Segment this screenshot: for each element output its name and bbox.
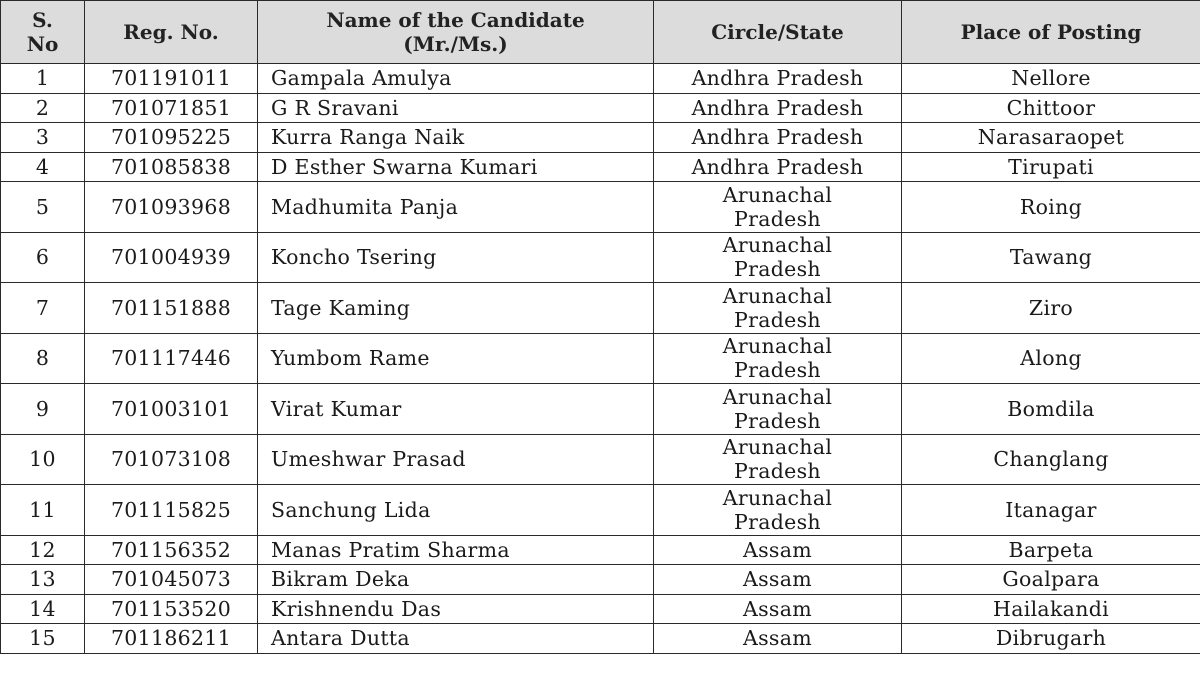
cell-candidate-name: G R Sravani bbox=[258, 93, 654, 123]
header-sno-line1: S. bbox=[32, 8, 53, 32]
circle-state-line: Assam bbox=[742, 596, 812, 621]
table-row bbox=[1, 624, 1200, 654]
cell-candidate-name: Virat Kumar bbox=[258, 384, 654, 435]
header-reg-no: Reg. No. bbox=[85, 1, 258, 64]
cell-candidate-name: D Esther Swarna Kumari bbox=[258, 152, 654, 182]
cell-circle-state bbox=[654, 333, 902, 384]
cell-place-of-posting: Changlang bbox=[902, 434, 1200, 485]
cell-candidate-name: Umeshwar Prasad bbox=[258, 434, 654, 485]
table-row bbox=[1, 182, 1200, 233]
cell-circle-state bbox=[654, 93, 902, 123]
cell-circle-state bbox=[654, 594, 902, 624]
cell-place-of-posting: Tawang bbox=[902, 232, 1200, 283]
circle-state-line: Arunachal bbox=[722, 283, 833, 308]
cell-sno: 15 bbox=[1, 624, 85, 654]
cell-reg-no: 701003101 bbox=[85, 384, 258, 435]
cell-place-of-posting: Itanagar bbox=[902, 485, 1200, 536]
table-row bbox=[1, 123, 1200, 153]
table-row bbox=[1, 384, 1200, 435]
circle-state-line: Pradesh bbox=[734, 459, 821, 484]
circle-state-line: Pradesh bbox=[734, 509, 821, 534]
table-row bbox=[1, 93, 1200, 123]
cell-sno: 8 bbox=[1, 333, 85, 384]
cell-sno: 7 bbox=[1, 283, 85, 334]
circle-state-line: Arunachal bbox=[722, 182, 833, 207]
cell-circle-state bbox=[654, 64, 902, 94]
cell-reg-no: 701085838 bbox=[85, 152, 258, 182]
cell-reg-no: 701004939 bbox=[85, 232, 258, 283]
table-body bbox=[1, 64, 1200, 654]
cell-circle-state bbox=[654, 624, 902, 654]
cell-sno: 5 bbox=[1, 182, 85, 233]
cell-circle-state bbox=[654, 232, 902, 283]
cell-circle-state bbox=[654, 434, 902, 485]
header-name-line1: Name of the Candidate bbox=[326, 8, 585, 32]
circle-state-line: Pradesh bbox=[734, 358, 821, 383]
circle-state-line: Pradesh bbox=[734, 408, 821, 433]
cell-sno: 6 bbox=[1, 232, 85, 283]
cell-place-of-posting: Roing bbox=[902, 182, 1200, 233]
cell-candidate-name: Koncho Tsering bbox=[258, 232, 654, 283]
circle-state-line: Assam bbox=[742, 626, 812, 651]
cell-reg-no: 701156352 bbox=[85, 535, 258, 565]
circle-state-line: Andhra Pradesh bbox=[691, 95, 864, 120]
cell-circle-state bbox=[654, 283, 902, 334]
cell-place-of-posting: Chittoor bbox=[902, 93, 1200, 123]
cell-sno: 11 bbox=[1, 485, 85, 536]
cell-candidate-name: Yumbom Rame bbox=[258, 333, 654, 384]
cell-circle-state bbox=[654, 565, 902, 595]
table-row bbox=[1, 434, 1200, 485]
cell-sno: 3 bbox=[1, 123, 85, 153]
cell-sno: 2 bbox=[1, 93, 85, 123]
cell-sno: 1 bbox=[1, 64, 85, 94]
cell-reg-no: 701186211 bbox=[85, 624, 258, 654]
cell-place-of-posting: Along bbox=[902, 333, 1200, 384]
circle-state-line: Arunachal bbox=[722, 435, 833, 460]
cell-reg-no: 701095225 bbox=[85, 123, 258, 153]
table-row bbox=[1, 152, 1200, 182]
cell-place-of-posting: Tirupati bbox=[902, 152, 1200, 182]
cell-reg-no: 701093968 bbox=[85, 182, 258, 233]
cell-place-of-posting: Hailakandi bbox=[902, 594, 1200, 624]
header-circle-state: Circle/State bbox=[654, 1, 902, 64]
cell-circle-state bbox=[654, 535, 902, 565]
header-place-of-posting: Place of Posting bbox=[902, 1, 1200, 64]
cell-sno: 13 bbox=[1, 565, 85, 595]
cell-sno: 4 bbox=[1, 152, 85, 182]
circle-state-line: Andhra Pradesh bbox=[691, 66, 864, 91]
cell-reg-no: 701117446 bbox=[85, 333, 258, 384]
table-header bbox=[1, 1, 1200, 64]
cell-place-of-posting: Nellore bbox=[902, 64, 1200, 94]
table-row bbox=[1, 64, 1200, 94]
circle-state-line: Pradesh bbox=[734, 257, 821, 282]
cell-place-of-posting: Goalpara bbox=[902, 565, 1200, 595]
cell-sno: 12 bbox=[1, 535, 85, 565]
cell-reg-no: 701071851 bbox=[85, 93, 258, 123]
cell-reg-no: 701191011 bbox=[85, 64, 258, 94]
cell-candidate-name: Bikram Deka bbox=[258, 565, 654, 595]
circle-state-line: Pradesh bbox=[734, 206, 821, 231]
cell-circle-state bbox=[654, 485, 902, 536]
cell-candidate-name: Tage Kaming bbox=[258, 283, 654, 334]
cell-candidate-name: Kurra Ranga Naik bbox=[258, 123, 654, 153]
circle-state-line: Arunachal bbox=[722, 334, 833, 359]
cell-reg-no: 701073108 bbox=[85, 434, 258, 485]
cell-place-of-posting: Narasaraopet bbox=[902, 123, 1200, 153]
table-row bbox=[1, 485, 1200, 536]
circle-state-line: Assam bbox=[742, 567, 812, 592]
cell-candidate-name: Manas Pratim Sharma bbox=[258, 535, 654, 565]
cell-circle-state bbox=[654, 384, 902, 435]
cell-reg-no: 701115825 bbox=[85, 485, 258, 536]
table-row bbox=[1, 594, 1200, 624]
cell-reg-no: 701045073 bbox=[85, 565, 258, 595]
header-sno-line2: No bbox=[26, 32, 59, 56]
cell-place-of-posting: Ziro bbox=[902, 283, 1200, 334]
cell-sno: 9 bbox=[1, 384, 85, 435]
circle-state-line: Andhra Pradesh bbox=[691, 125, 864, 150]
table-row bbox=[1, 535, 1200, 565]
cell-sno: 10 bbox=[1, 434, 85, 485]
table-row bbox=[1, 232, 1200, 283]
cell-sno: 14 bbox=[1, 594, 85, 624]
cell-candidate-name: Gampala Amulya bbox=[258, 64, 654, 94]
cell-candidate-name: Krishnendu Das bbox=[258, 594, 654, 624]
cell-circle-state bbox=[654, 123, 902, 153]
circle-state-line: Arunachal bbox=[722, 233, 833, 258]
header-row bbox=[1, 1, 1200, 64]
circle-state-line: Pradesh bbox=[734, 307, 821, 332]
cell-reg-no: 701151888 bbox=[85, 283, 258, 334]
circle-state-line: Assam bbox=[742, 537, 812, 562]
header-candidate-name bbox=[258, 1, 654, 64]
circle-state-line: Arunachal bbox=[722, 485, 833, 510]
header-sno bbox=[1, 1, 85, 64]
cell-candidate-name: Antara Dutta bbox=[258, 624, 654, 654]
cell-reg-no: 701153520 bbox=[85, 594, 258, 624]
cell-circle-state bbox=[654, 182, 902, 233]
cell-candidate-name: Madhumita Panja bbox=[258, 182, 654, 233]
table-row bbox=[1, 283, 1200, 334]
cell-place-of-posting: Barpeta bbox=[902, 535, 1200, 565]
cell-place-of-posting: Bomdila bbox=[902, 384, 1200, 435]
table-row bbox=[1, 565, 1200, 595]
cell-circle-state bbox=[654, 152, 902, 182]
circle-state-line: Arunachal bbox=[722, 384, 833, 409]
table-row bbox=[1, 333, 1200, 384]
header-name-line2: (Mr./Ms.) bbox=[403, 32, 508, 56]
circle-state-line: Andhra Pradesh bbox=[691, 154, 864, 179]
cell-place-of-posting: Dibrugarh bbox=[902, 624, 1200, 654]
cell-candidate-name: Sanchung Lida bbox=[258, 485, 654, 536]
